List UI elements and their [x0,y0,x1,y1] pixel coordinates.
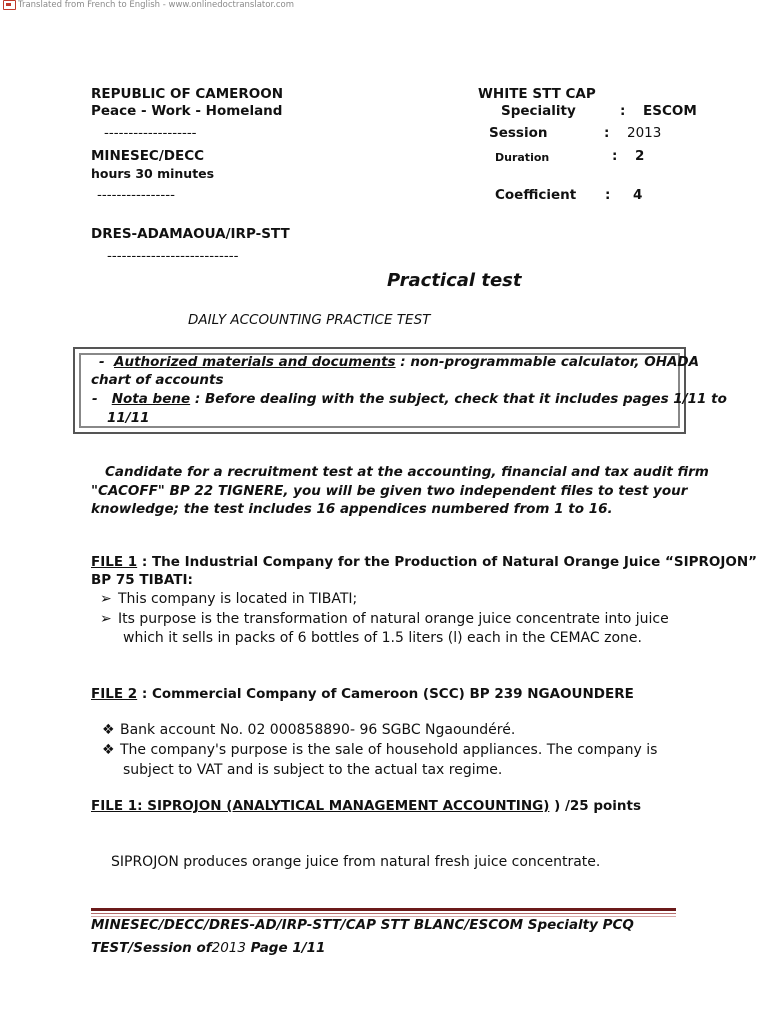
diamond-bullet-icon: ❖ [102,722,115,738]
list-item-continuation: subject to VAT and is subject to the actual tax regime. [123,762,503,778]
divider-dashes: ------------------- [104,125,197,141]
divider-dashes: --------------------------- [107,248,239,264]
list-item: ➢ This company is located in TIBATI; [100,591,358,607]
session-colon: : [604,125,610,141]
exam-name: WHITE STT CAP [478,86,596,102]
instructions-line-1: - Authorized materials and documents : non-programmable calculator, OHADA [99,354,700,370]
footer-year: 2013 [211,940,246,956]
section-heading: FILE 1: SIPROJON (ANALYTICAL MANAGEMENT ACCOUNTING) ) /25 points [91,798,642,814]
arrow-bullet-icon: ➢ [100,611,112,627]
speciality-value: ESCOM [643,103,697,119]
list-item: ➢ Its purpose is the transformation of natural orange juice concentrate into juice [100,611,669,627]
page-subtitle: DAILY ACCOUNTING PRACTICE TEST [188,312,431,328]
coefficient-label: Coefficient [495,187,577,203]
speciality-label: Speciality [501,103,576,119]
translation-banner[interactable] [3,0,294,10]
divider-dashes: ---------------- [97,187,175,203]
intro-line: Candidate for a recruitment test at the accounting, financial and tax audit firm [105,464,709,480]
session-label: Session [489,125,548,141]
coefficient-colon: : [605,187,611,203]
duration-label: Duration [495,151,550,164]
hours-text: hours 30 minutes [91,166,215,181]
footer-divider [91,908,676,911]
translate-icon [3,0,16,10]
ministry-name: MINESEC/DECC [91,148,205,164]
region-code: DRES-ADAMAOUA/IRP-STT [91,226,290,242]
section-label: FILE 1: SIPROJON (ANALYTICAL MANAGEMENT ACCOUNTING) [91,798,550,814]
file2-label: FILE 2 [91,686,138,702]
intro-line: "CACOFF" BP 22 TIGNERE, you will be given two independent files to test your [91,483,688,499]
list-item: ❖ Bank account No. 02 000858890- 96 SGBC Ngaoundéré. [102,722,516,738]
diamond-bullet-icon: ❖ [102,742,115,758]
coefficient-value: 4 [633,187,643,203]
body-paragraph: SIPROJON produces orange juice from natural fresh juice concentrate. [111,854,601,870]
speciality-colon: : [620,103,626,119]
country-motto: Peace - Work - Homeland [91,103,283,119]
file1-heading: FILE 1 : The Industrial Company for the Production of Natural Orange Juice “SIPROJON” [91,554,758,570]
authorized-materials-label: Authorized materials and documents [114,354,396,370]
nota-bene-label: Nota bene [111,391,191,407]
duration-colon: : [612,148,618,164]
arrow-bullet-icon: ➢ [100,591,112,607]
list-item: ❖ The company's purpose is the sale of household appliances. The company is [102,742,658,758]
footer-divider [91,913,676,914]
duration-value: 2 [635,148,645,164]
instructions-line-3: - Nota bene : Before dealing with the subject, check that it includes pages 1/11 to [92,391,727,407]
footer-line-1: MINESEC/DECC/DRES-AD/IRP-STT/CAP STT BLANC/ESCOM Specialty PCQ [91,917,634,933]
file1-heading-2: BP 75 TIBATI: [91,572,193,588]
instructions-line-4: 11/11 [107,410,150,426]
list-item-continuation: which it sells in packs of 6 bottles of 1.5 liters (l) each in the CEMAC zone. [123,630,642,646]
page-title: Practical test [387,270,522,291]
session-value: 2013 [627,125,662,141]
country-name: REPUBLIC OF CAMEROON [91,86,284,102]
intro-line: knowledge; the test includes 16 appendices numbered from 1 to 16. [91,501,613,517]
file1-label: FILE 1 [91,554,138,570]
file2-heading: FILE 2 : Commercial Company of Cameroon (SCC) BP 239 NGAOUNDERE [91,686,634,702]
banner-text: Translated from French to English - www.onlinedoctranslator.com [18,0,295,10]
footer-line-2: TEST/Session of2013 Page 1/11 [91,940,326,956]
instructions-line-2: chart of accounts [91,372,224,388]
